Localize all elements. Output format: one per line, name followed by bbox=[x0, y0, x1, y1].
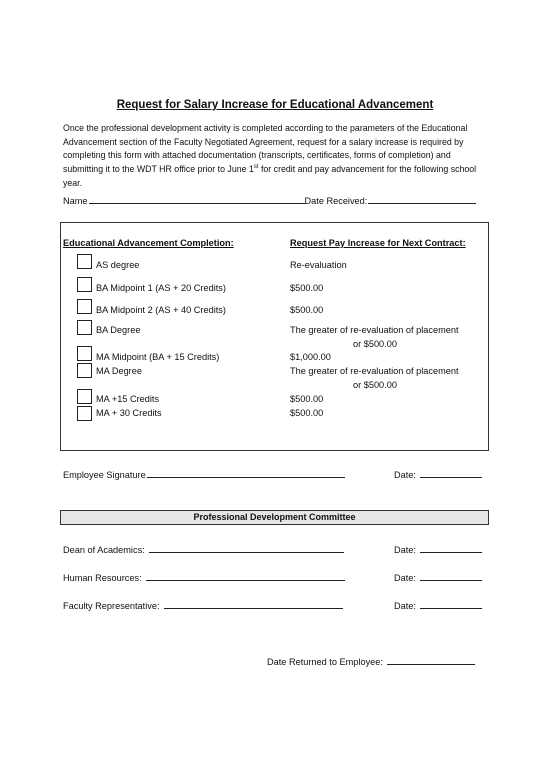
checkbox-as-degree[interactable] bbox=[77, 254, 92, 269]
checkbox-ma-15[interactable] bbox=[77, 389, 92, 404]
employee-signature-line[interactable] bbox=[147, 476, 345, 478]
name-input-line[interactable] bbox=[89, 202, 305, 204]
item-pay: $1,000.00 bbox=[290, 352, 331, 362]
item-label: MA + 30 Credits bbox=[96, 408, 162, 418]
employee-signature-row bbox=[63, 470, 345, 480]
name-field-row bbox=[63, 196, 476, 206]
date-received-input-line[interactable] bbox=[368, 202, 476, 204]
item-pay: $500.00 bbox=[290, 408, 324, 418]
checkbox-ba-degree[interactable] bbox=[77, 320, 92, 335]
hr-label: Human Resources: bbox=[63, 573, 142, 583]
item-label: MA Degree bbox=[96, 366, 142, 376]
faculty-date-row bbox=[394, 601, 482, 611]
dean-date-label: Date: bbox=[394, 545, 416, 555]
item-label: BA Midpoint 2 (AS + 40 Credits) bbox=[96, 305, 226, 315]
faculty-signature-line[interactable] bbox=[164, 607, 343, 609]
intro-paragraph bbox=[63, 122, 493, 191]
item-pay: $500.00 bbox=[290, 305, 324, 315]
item-pay-continued: or $500.00 bbox=[353, 380, 397, 390]
date-returned-label: Date Returned to Employee: bbox=[267, 657, 383, 667]
checkbox-ba-midpoint-2[interactable] bbox=[77, 299, 92, 314]
hr-signature-line[interactable] bbox=[146, 579, 345, 581]
completion-header: Educational Advancement Completion: bbox=[63, 238, 234, 248]
checkbox-ma-30[interactable] bbox=[77, 406, 92, 421]
item-pay: Re-evaluation bbox=[290, 260, 347, 270]
employee-date-label: Date: bbox=[394, 470, 416, 480]
hr-date-row bbox=[394, 573, 482, 583]
intro-superscript: st bbox=[253, 164, 259, 171]
dean-row bbox=[63, 545, 344, 555]
faculty-date-line[interactable] bbox=[420, 607, 482, 609]
employee-date-line[interactable] bbox=[420, 476, 482, 478]
hr-date-line[interactable] bbox=[420, 579, 482, 581]
employee-signature-label: Employee Signature bbox=[63, 470, 146, 480]
item-label: MA Midpoint (BA + 15 Credits) bbox=[96, 352, 220, 362]
item-label: BA Degree bbox=[96, 325, 141, 335]
item-pay: The greater of re-evaluation of placement bbox=[290, 366, 459, 376]
faculty-date-label: Date: bbox=[394, 601, 416, 611]
date-returned-line[interactable] bbox=[387, 663, 475, 665]
faculty-label: Faculty Representative: bbox=[63, 601, 160, 611]
checkbox-ma-midpoint[interactable] bbox=[77, 346, 92, 361]
checkbox-ma-degree[interactable] bbox=[77, 363, 92, 378]
date-received-label: Date Received: bbox=[304, 196, 368, 206]
pay-header: Request Pay Increase for Next Contract: bbox=[290, 238, 466, 248]
hr-date-label: Date: bbox=[394, 573, 416, 583]
item-pay-continued: or $500.00 bbox=[353, 339, 397, 349]
dean-date-line[interactable] bbox=[420, 551, 482, 553]
name-label: Name bbox=[63, 196, 88, 206]
faculty-row bbox=[63, 601, 343, 611]
item-label: BA Midpoint 1 (AS + 20 Credits) bbox=[96, 283, 226, 293]
item-label: MA +15 Credits bbox=[96, 394, 160, 404]
date-returned-row bbox=[267, 657, 475, 667]
hr-row bbox=[63, 573, 345, 583]
committee-header: Professional Development Committee bbox=[60, 510, 489, 525]
form-title: Request for Salary Increase for Educational Advancement bbox=[116, 99, 434, 111]
intro-text-2: for credit and pay advancement for the following school year. bbox=[63, 164, 477, 188]
dean-signature-line[interactable] bbox=[149, 551, 344, 553]
dean-date-row bbox=[394, 545, 482, 555]
checkbox-ba-midpoint-1[interactable] bbox=[77, 277, 92, 292]
dean-label: Dean of Academics: bbox=[63, 545, 145, 555]
item-pay: The greater of re-evaluation of placement bbox=[290, 325, 459, 335]
item-label: AS degree bbox=[96, 260, 140, 270]
item-pay: $500.00 bbox=[290, 283, 324, 293]
item-pay: $500.00 bbox=[290, 394, 324, 404]
employee-date-row bbox=[394, 470, 482, 480]
intro-text-1: Once the professional development activity is completed according to the parameters of the Educational Advancement section of the Faculty Negotiated Agreement, request for a salary increase is required by completing this form with attached documentation (transcripts, certificates, forms of completion) and submitting it to the WDT HR office prior to June 1 bbox=[63, 123, 468, 175]
